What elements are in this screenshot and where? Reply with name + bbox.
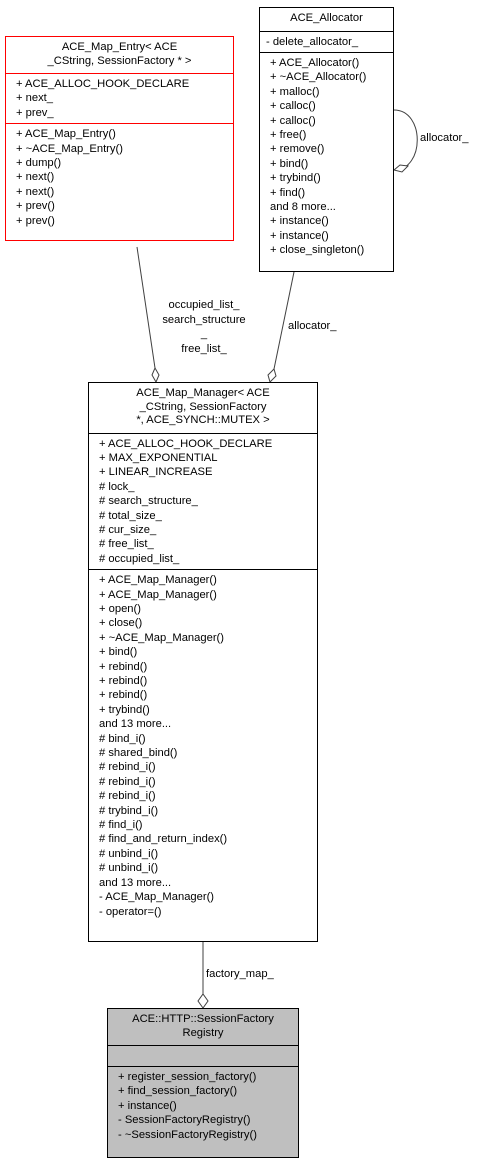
method: + ~ACE_Map_Entry() (16, 142, 123, 155)
methods-section (108, 1066, 298, 1145)
method: + open() (99, 602, 141, 615)
class-title: ACE_Allocator (290, 12, 363, 24)
method: # unbind_i() (99, 847, 159, 860)
method: - ~SessionFactoryRegistry() (118, 1128, 257, 1141)
attribute: # free_list_ (99, 538, 154, 551)
method: # bind_i() (99, 732, 146, 745)
attribute: - delete_allocator_ (266, 35, 359, 48)
attribute: + ACE_ALLOC_HOOK_DECLARE (99, 437, 273, 450)
attributes-section (260, 31, 393, 52)
class-session-factory-registry[interactable] (107, 1008, 299, 1158)
attribute: # total_size_ (99, 509, 162, 522)
method: # unbind_i() (99, 862, 159, 875)
method: + close_singleton() (270, 244, 365, 257)
method: + remove() (270, 143, 325, 156)
method: + ACE_Allocator() (270, 56, 360, 69)
method: + instance() (118, 1099, 177, 1112)
method: # rebind_i() (99, 775, 156, 788)
method: + next() (16, 171, 55, 184)
methods-section (260, 52, 393, 261)
method: - SessionFactoryRegistry() (118, 1114, 251, 1127)
edge-label-manager-to-registry: factory_map_ (206, 968, 274, 980)
method: # trybind_i() (99, 804, 159, 817)
attribute: + MAX_EXPONENTIAL (99, 451, 218, 464)
attributes-section (6, 73, 233, 123)
method: + register_session_factory() (118, 1071, 257, 1083)
attribute: # lock_ (99, 480, 135, 493)
method: + rebind() (99, 660, 148, 673)
attributes-section (89, 433, 317, 570)
attribute: + ACE_ALLOC_HOOK_DECLARE (16, 78, 190, 90)
method: + next() (16, 185, 55, 198)
attribute: # cur_size_ (99, 523, 157, 536)
method: # rebind_i() (99, 790, 156, 803)
method: + free() (270, 128, 307, 141)
attribute: # occupied_list_ (99, 552, 180, 565)
diamond-manager-to-registry (198, 994, 208, 1008)
method: - ACE_Map_Manager() (99, 891, 215, 904)
method: + rebind() (99, 675, 148, 687)
method: + find() (270, 186, 306, 199)
class-title: ACE_Map_Entry< ACE _CString, SessionFactory * > (47, 41, 192, 67)
method: + calloc() (270, 114, 316, 127)
method: # rebind_i() (99, 761, 156, 774)
diamond-entry-to-manager (152, 368, 159, 382)
class-ace-allocator[interactable] (259, 7, 394, 272)
method: + ~ACE_Map_Manager() (99, 631, 224, 644)
method: and 8 more... (270, 200, 336, 213)
method: and 13 more... (99, 876, 172, 889)
attribute: # search_structure_ (99, 495, 198, 508)
method: + bind() (270, 157, 309, 170)
method: + instance() (270, 215, 329, 228)
method: + rebind() (99, 689, 148, 702)
method: + bind() (99, 646, 138, 659)
method: + prev() (16, 200, 55, 213)
attribute: + next_ (16, 92, 54, 105)
method: + ACE_Map_Entry() (16, 128, 116, 141)
attribute: + LINEAR_INCREASE (99, 466, 213, 479)
method: + ACE_Map_Manager() (99, 588, 217, 601)
method: + find_session_factory() (118, 1085, 238, 1098)
method: + close() (99, 617, 143, 630)
class-ace-map-entry[interactable] (5, 36, 234, 241)
class-title: ACE_Map_Manager< ACE _CString, SessionFactory *, ACE_SYNCH::MUTEX > (136, 387, 270, 426)
edge-label-allocator-self: allocator_ (420, 132, 469, 144)
methods-section (89, 569, 317, 922)
edge-label-allocator-to-manager: allocator_ (288, 320, 337, 332)
method: + malloc() (270, 85, 320, 98)
method: + dump() (16, 157, 62, 170)
method: + trybind() (99, 703, 150, 716)
edge-allocator-self (394, 110, 417, 170)
attribute: + prev_ (16, 106, 54, 119)
attributes-section (108, 1045, 298, 1066)
method: + trybind() (270, 172, 321, 185)
method: + ~ACE_Allocator() (270, 71, 367, 84)
method: + instance() (270, 229, 329, 242)
method: + ACE_Map_Manager() (99, 574, 217, 587)
diamond-allocator-self (394, 165, 408, 172)
diamond-allocator-to-manager (268, 369, 276, 382)
method: + prev() (16, 214, 55, 227)
method: # find_and_return_index() (99, 833, 228, 846)
class-ace-map-manager[interactable] (88, 382, 318, 942)
method: + calloc() (270, 100, 316, 113)
method: and 13 more... (99, 718, 172, 731)
edge-label-entry-to-manager: occupied_list_ search_structure _ free_list_ (162, 299, 246, 355)
method: # shared_bind() (99, 747, 178, 760)
methods-section (6, 123, 233, 231)
method: # find_i() (99, 819, 143, 832)
method: - operator=() (99, 905, 162, 918)
class-title: ACE::HTTP::SessionFactory Registry (132, 1013, 274, 1039)
